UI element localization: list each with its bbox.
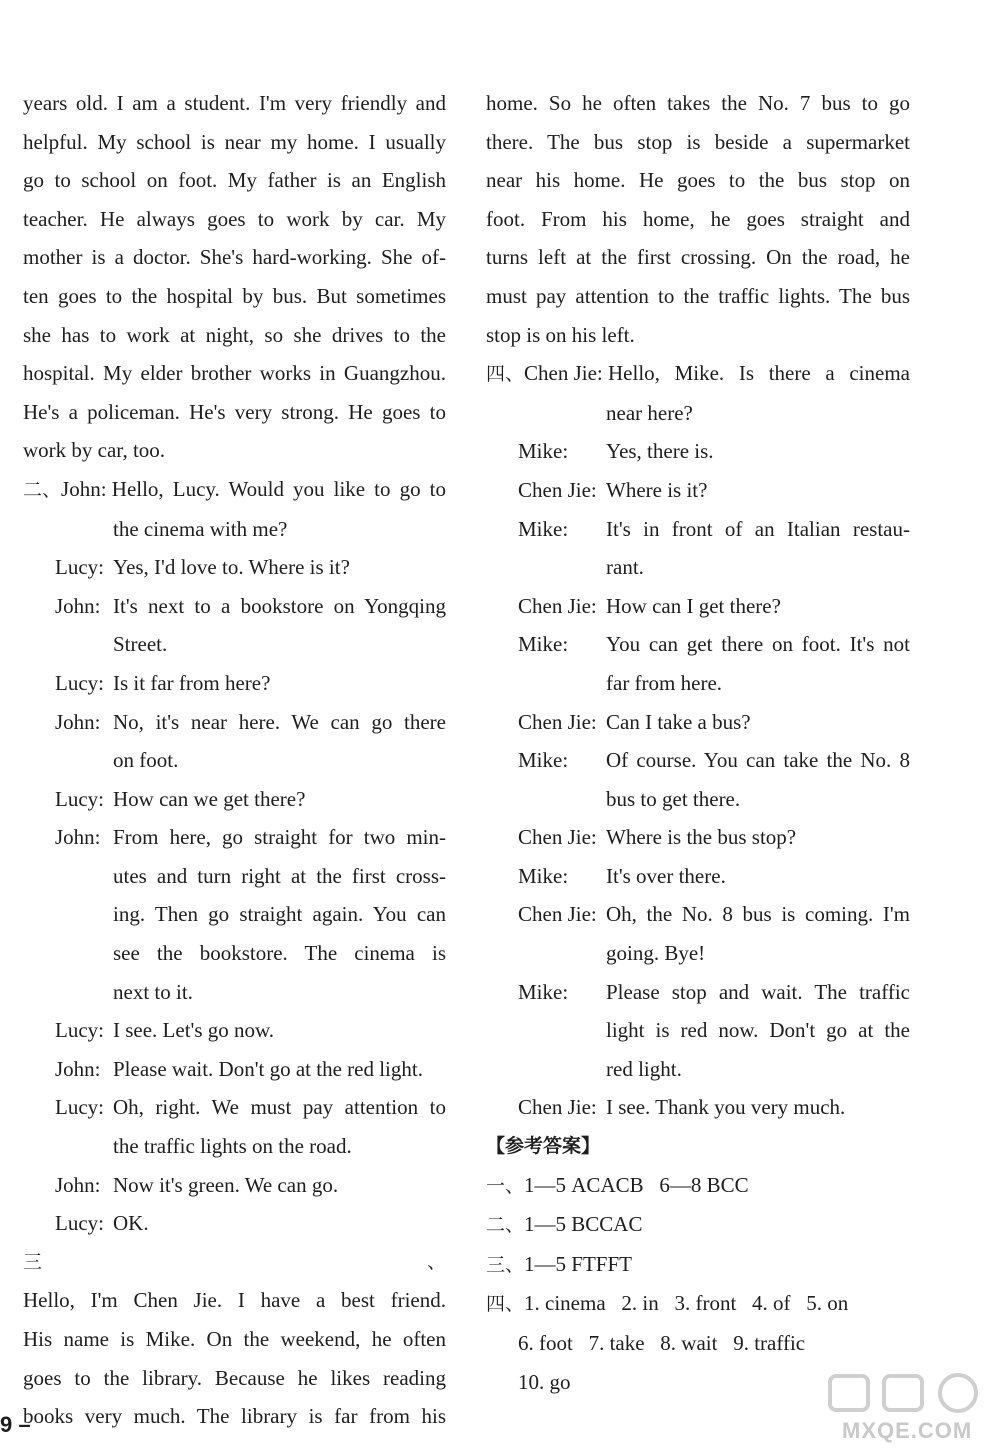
dialogue-text: see the bookstore. The cinema is — [113, 941, 446, 966]
answer-line: 10. go — [518, 1369, 571, 1394]
speaker-name — [55, 895, 113, 934]
passage-3-continued — [486, 84, 910, 354]
dialogue-text: Is it far from here? — [113, 670, 271, 695]
dialogue-turn — [55, 1204, 446, 1243]
speaker-name — [518, 780, 606, 819]
dialogue-turn — [518, 625, 910, 664]
speaker-name: Chen Jie: — [518, 825, 597, 850]
dialogue-text: Yes, there is. — [606, 439, 714, 464]
dialogue-line — [518, 1011, 910, 1050]
speaker-name: John: — [55, 1056, 101, 1081]
dialogue-text: bus to get there. — [606, 786, 741, 811]
speaker-name: Chen Jie: — [518, 1095, 597, 1120]
text-line: teacher. He always goes to work by car. My — [23, 206, 446, 231]
dialogue-turn — [55, 1166, 446, 1205]
text-line: stop is on his left. — [486, 322, 635, 347]
speaker-name — [518, 548, 606, 587]
speaker-name: Mike: — [518, 748, 569, 773]
dialogue-text: Oh, the No. 8 bus is coming. I'm — [606, 902, 910, 927]
speaker-name — [55, 741, 113, 780]
dialogue-text: It's in front of an Italian restau- — [606, 516, 910, 541]
dialogue-turn — [55, 548, 446, 587]
answer-key — [486, 1166, 910, 1324]
dialogue-text: Hello, Lucy. Would you like to go to — [111, 476, 446, 501]
speaker-name — [55, 857, 113, 896]
text-line: home. So he often takes the No. 7 bus to go — [486, 91, 910, 115]
answer-line: 6. foot 7. take 8. wait 9. traffic — [518, 1331, 806, 1355]
dialogue-4 — [486, 432, 910, 1127]
dialogue-text: Now it's green. We can go. — [113, 1172, 339, 1197]
dialogue-text: light is red now. Don't go at the — [606, 1018, 910, 1043]
dialogue-turn — [55, 664, 446, 703]
speaker-name — [55, 973, 113, 1012]
dialogue-text: It's next to a bookstore on Yongqing — [113, 593, 446, 618]
text-line: mother is a doctor. She's hard-working. She of- — [23, 245, 446, 270]
dialogue-text: ing. Then go straight again. You can — [113, 902, 446, 927]
section-label: 三、 — [486, 1253, 525, 1276]
speaker-name: Chen Jie: — [524, 361, 603, 386]
dialogue-turn — [518, 973, 910, 1012]
dialogue-line — [518, 664, 910, 703]
dialogue-text: Oh, right. We must pay attention to — [113, 1095, 446, 1120]
dialogue-line — [55, 741, 446, 780]
speaker-name: Lucy: — [55, 1018, 104, 1043]
text-line: work by car, too. — [23, 438, 166, 463]
speaker-name: Chen Jie: — [518, 477, 597, 502]
speaker-name — [518, 1011, 606, 1050]
speaker-name: Mike: — [518, 979, 569, 1004]
speaker-name: Chen Jie: — [518, 709, 597, 734]
answer-line — [486, 1245, 910, 1285]
text-line: turns left at the first crossing. On the road, he — [486, 245, 910, 270]
dialogue-text: Street. — [113, 632, 168, 657]
text-line: she has to work at night, so she drives to the — [23, 322, 446, 347]
text-line: must pay attention to the traffic lights. The bus — [486, 283, 910, 308]
dialogue-text: How can we get there? — [113, 786, 306, 811]
text-line: books very much. The library is far from his — [23, 1404, 446, 1429]
right-column — [486, 84, 910, 1401]
dialogue-text: near here? — [606, 400, 693, 425]
section-label: 二、 — [23, 478, 62, 501]
text-line: foot. From his home, he goes straight and — [486, 206, 910, 231]
speaker-name: John: — [55, 825, 101, 850]
speaker-name: Mike: — [518, 632, 569, 657]
speaker-name: John: — [55, 593, 101, 618]
answer-line — [486, 1205, 910, 1245]
dialogue-text: red light. — [606, 1056, 682, 1081]
dialogue-line — [55, 857, 446, 896]
text-line: helpful. My school is near my home. I usually — [23, 129, 446, 154]
dialogue-turn — [518, 741, 910, 780]
text-line: His name is Mike. On the weekend, he often — [23, 1327, 446, 1351]
left-column — [23, 84, 446, 1436]
dialogue-line — [518, 780, 910, 819]
dialogue-text: It's over there. — [606, 863, 726, 888]
dialogue-turn — [518, 895, 910, 934]
watermark-text: MXQE.COM — [842, 1418, 973, 1443]
dialogue-text: rant. — [606, 555, 644, 580]
speaker-name — [55, 1127, 113, 1166]
speaker-name: Chen Jie: — [518, 902, 597, 927]
dialogue-2-first-line — [23, 470, 446, 510]
dialogue-text: the cinema with me? — [113, 516, 288, 541]
dialogue-line — [55, 895, 446, 934]
text-line: ten goes to the hospital by bus. But sometimes — [23, 283, 446, 308]
text-line: Hello, I'm Chen Jie. I have a best friend. — [23, 1288, 446, 1313]
speaker-name: Mike: — [518, 516, 569, 541]
dialogue-line — [518, 1050, 910, 1089]
section-label: 一、 — [486, 1174, 525, 1197]
answers-title: 【参考答案】 — [486, 1135, 601, 1158]
dialogue-line — [486, 394, 910, 433]
speaker-name: John: — [61, 476, 107, 501]
dialogue-turn — [518, 432, 910, 471]
speaker-name: Lucy: — [55, 670, 104, 695]
dialogue-text: Yes, I'd love to. Where is it? — [113, 555, 350, 580]
dialogue-turn — [518, 857, 910, 896]
dialogue-line — [55, 625, 446, 664]
dialogue-text: No, it's near here. We can go there — [113, 709, 446, 734]
speaker-name: Chen Jie: — [518, 593, 597, 618]
answer-text: 1—5 FTFFT — [524, 1251, 632, 1276]
dialogue-turn — [518, 510, 910, 549]
dialogue-text: I see. Let's go now. — [113, 1018, 275, 1043]
section-label: 三、 — [23, 1250, 446, 1273]
speaker-name — [518, 1050, 606, 1089]
speaker-name: Lucy: — [55, 786, 104, 811]
section-label: 四、 — [486, 1293, 525, 1316]
dialogue-line — [518, 934, 910, 973]
dialogue-line — [55, 934, 446, 973]
text-line: go to school on foot. My father is an English — [23, 168, 446, 193]
dialogue-text: Where is the bus stop? — [606, 825, 797, 850]
dialogue-text: going. Bye! — [606, 941, 706, 966]
dialogue-text: Where is it? — [606, 477, 708, 502]
dialogue-text: Hello, Mike. Is there a cinema — [608, 361, 910, 386]
dialogue-text: Please stop and wait. The traffic — [606, 979, 910, 1004]
dialogue-2 — [23, 548, 446, 1243]
answer-line — [486, 1166, 910, 1206]
page-number: 9 – — [0, 1412, 31, 1437]
text-line: hospital. My elder brother works in Guangzhou. — [23, 361, 446, 386]
dialogue-text: How can I get there? — [606, 593, 781, 618]
dialogue-text: next to it. — [113, 979, 193, 1004]
text-line: there. The bus stop is beside a supermarket — [486, 129, 910, 154]
speaker-name: Mike: — [518, 439, 569, 464]
dialogue-text: I see. Thank you very much. — [606, 1095, 846, 1120]
passage-3-first-line — [23, 1243, 446, 1320]
dialogue-turn — [55, 1050, 446, 1089]
dialogue-turn — [55, 587, 446, 626]
section-label: 四、 — [486, 363, 525, 386]
dialogue-turn — [55, 1088, 446, 1127]
dialogue-turn — [55, 818, 446, 857]
speaker-name: John: — [55, 1172, 101, 1197]
dialogue-line — [518, 548, 910, 587]
text-line: years old. I am a student. I'm very friendly and — [23, 91, 446, 115]
answer-line — [486, 1284, 910, 1324]
dialogue-turn — [55, 703, 446, 742]
dialogue-turn — [518, 587, 910, 626]
text-line: He's a policeman. He's very strong. He goes to — [23, 399, 446, 424]
dialogue-text: You can get there on foot. It's not — [606, 632, 910, 657]
dialogue-line — [23, 510, 446, 549]
dialogue-text: OK. — [113, 1211, 149, 1236]
speaker-name — [55, 625, 113, 664]
dialogue-4-first-line — [486, 354, 910, 394]
answer-text: 1. cinema 2. in 3. front 4. of 5. on — [524, 1291, 849, 1316]
passage-paragraph-1 — [23, 84, 446, 470]
dialogue-turn — [518, 1088, 910, 1127]
dialogue-text: Can I take a bus? — [606, 709, 751, 734]
dialogue-text: utes and turn right at the first cross- — [113, 863, 446, 888]
section-label: 二、 — [486, 1214, 525, 1237]
speaker-name — [518, 664, 606, 703]
dialogue-turn — [55, 780, 446, 819]
dialogue-line — [55, 973, 446, 1012]
dialogue-turn — [55, 1011, 446, 1050]
speaker-name — [518, 934, 606, 973]
dialogue-text: the traffic lights on the road. — [113, 1134, 352, 1159]
speaker-name: Mike: — [518, 863, 569, 888]
text-line: near his home. He goes to the bus stop on — [486, 168, 910, 193]
speaker-name: John: — [55, 709, 101, 734]
dialogue-text: far from here. — [606, 670, 723, 695]
speaker-name — [55, 934, 113, 973]
dialogue-text: Of course. You can take the No. 8 — [606, 748, 910, 773]
dialogue-turn — [518, 703, 910, 742]
answer-text: 1—5 BCCAC — [524, 1212, 643, 1237]
speaker-name: Lucy: — [55, 555, 104, 580]
dialogue-line — [55, 1127, 446, 1166]
dialogue-text: From here, go straight for two min- — [113, 825, 446, 850]
dialogue-turn — [518, 471, 910, 510]
dialogue-text: Please wait. Don't go at the red light. — [113, 1056, 423, 1081]
text-line: goes to the library. Because he likes reading — [23, 1365, 446, 1390]
answer-text: 1—5 ACACB 6—8 BCC — [524, 1172, 749, 1197]
speaker-name: Lucy: — [55, 1095, 104, 1120]
dialogue-turn — [518, 818, 910, 857]
speaker-name: Lucy: — [55, 1211, 104, 1236]
dialogue-text: on foot. — [113, 748, 179, 773]
